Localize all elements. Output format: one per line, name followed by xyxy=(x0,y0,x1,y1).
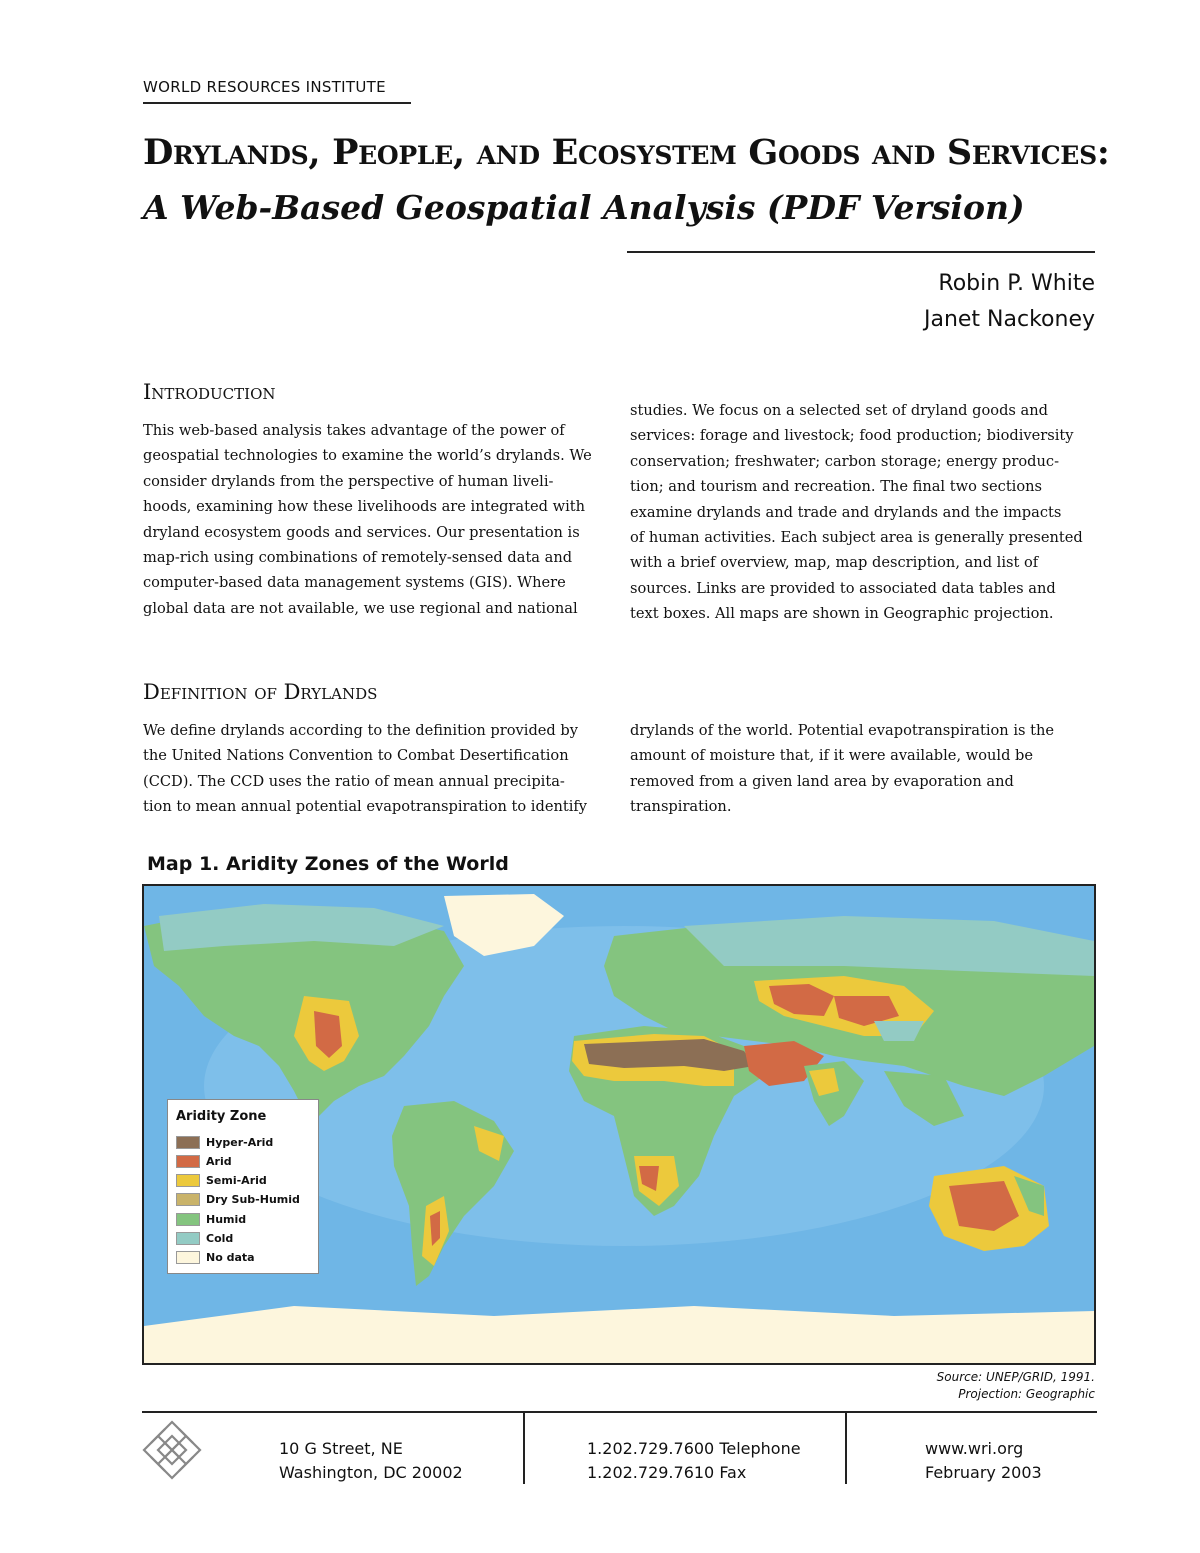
legend-item-semi-arid: Semi-Arid xyxy=(176,1172,267,1188)
address-line-2: Washington, DC 20002 xyxy=(279,1463,463,1482)
footer-web xyxy=(925,1437,1042,1485)
document-title: Drylands, People, and Ecosystem Goods and Services: xyxy=(143,132,1110,173)
publication-date: February 2003 xyxy=(925,1463,1042,1482)
wri-logo-icon xyxy=(140,1418,204,1482)
footer-separator xyxy=(523,1412,525,1484)
text-line: global data are not available, we use regional and national xyxy=(143,599,578,617)
aridity-map xyxy=(142,884,1096,1365)
introduction-heading: Introduction xyxy=(143,380,276,404)
text-line: hoods, examining how these livelihoods are integrated with xyxy=(143,498,586,516)
website-link[interactable]: www.wri.org xyxy=(925,1439,1024,1458)
text-line: dryland ecosystem goods and services. Our presentation is xyxy=(143,523,580,541)
footer-divider xyxy=(142,1411,1097,1413)
text-line: tion; and tourism and recreation. The final two sections xyxy=(630,478,1043,496)
text-line: examine drylands and trade and drylands and the impacts xyxy=(630,503,1062,521)
legend-swatch xyxy=(176,1193,200,1206)
telephone: 1.202.729.7600 Telephone xyxy=(587,1439,801,1458)
definition-heading: Definition of Drylands xyxy=(143,680,378,704)
text-line: of human activities. Each subject area is generally presented xyxy=(630,529,1083,547)
footer-separator xyxy=(845,1412,847,1484)
legend-swatch xyxy=(176,1251,200,1264)
text-line: amount of moisture that, if it were available, would be xyxy=(630,747,1034,765)
text-line: (CCD). The CCD uses the ratio of mean annual precipita- xyxy=(143,772,565,790)
text-line: computer-based data management systems (GIS). Where xyxy=(143,574,566,592)
legend-item-dry-sub-humid: Dry Sub-Humid xyxy=(176,1191,300,1207)
map-source: Source: UNEP/GRID, 1991. xyxy=(936,1370,1095,1384)
document-subtitle: A Web-Based Geospatial Analysis (PDF Version) xyxy=(143,188,1025,227)
text-line: the United Nations Convention to Combat Desertification xyxy=(143,747,569,765)
map-title: Map 1. Aridity Zones of the World xyxy=(147,853,509,875)
text-line: with a brief overview, map, map description, and list of xyxy=(630,554,1039,572)
text-line: map-rich using combinations of remotely-sensed data and xyxy=(143,549,573,567)
map-legend xyxy=(167,1099,319,1274)
introduction-left-column xyxy=(143,418,608,621)
footer-contact xyxy=(587,1437,801,1485)
text-line: geospatial technologies to examine the world’s drylands. We xyxy=(143,447,592,465)
definition-right-column xyxy=(630,718,1095,820)
author-2: Janet Nackoney xyxy=(923,307,1095,332)
legend-swatch xyxy=(176,1213,200,1226)
text-line: We define drylands according to the definition provided by xyxy=(143,722,578,739)
text-line: tion to mean annual potential evapotranspiration to identify xyxy=(143,798,588,816)
legend-item-arid: Arid xyxy=(176,1153,232,1169)
footer-address xyxy=(279,1437,463,1485)
text-line: studies. We focus on a selected set of dryland goods and xyxy=(630,402,1048,419)
legend-item-no-data: No data xyxy=(176,1249,255,1265)
text-line: services: forage and livestock; food production; biodiversity xyxy=(630,427,1074,445)
introduction-right-column xyxy=(630,398,1095,627)
text-line: consider drylands from the perspective of human liveli- xyxy=(143,472,554,490)
title-divider xyxy=(627,251,1095,253)
map-projection: Projection: Geographic xyxy=(958,1387,1095,1401)
organization-name: WORLD RESOURCES INSTITUTE xyxy=(143,78,411,104)
text-line: removed from a given land area by evaporation and xyxy=(630,772,1014,790)
legend-swatch xyxy=(176,1136,200,1149)
address-line-1: 10 G Street, NE xyxy=(279,1439,403,1458)
text-line: conservation; freshwater; carbon storage; energy produc- xyxy=(630,452,1059,470)
legend-item-cold: Cold xyxy=(176,1230,233,1246)
text-line: transpiration. xyxy=(630,798,732,816)
author-1: Robin P. White xyxy=(938,271,1095,296)
legend-swatch xyxy=(176,1174,200,1187)
text-line: sources. Links are provided to associated data tables and xyxy=(630,579,1056,597)
fax: 1.202.729.7610 Fax xyxy=(587,1463,747,1482)
definition-left-column xyxy=(143,718,608,820)
legend-swatch xyxy=(176,1155,200,1168)
text-line: drylands of the world. Potential evapotranspiration is the xyxy=(630,722,1055,739)
text-line: This web-based analysis takes advantage of the power of xyxy=(143,422,565,439)
legend-item-hyper-arid: Hyper-Arid xyxy=(176,1134,273,1150)
text-line: text boxes. All maps are shown in Geographic projection. xyxy=(630,605,1054,623)
legend-item-humid: Humid xyxy=(176,1211,246,1227)
legend-title: Aridity Zone xyxy=(176,1109,267,1124)
legend-swatch xyxy=(176,1232,200,1245)
